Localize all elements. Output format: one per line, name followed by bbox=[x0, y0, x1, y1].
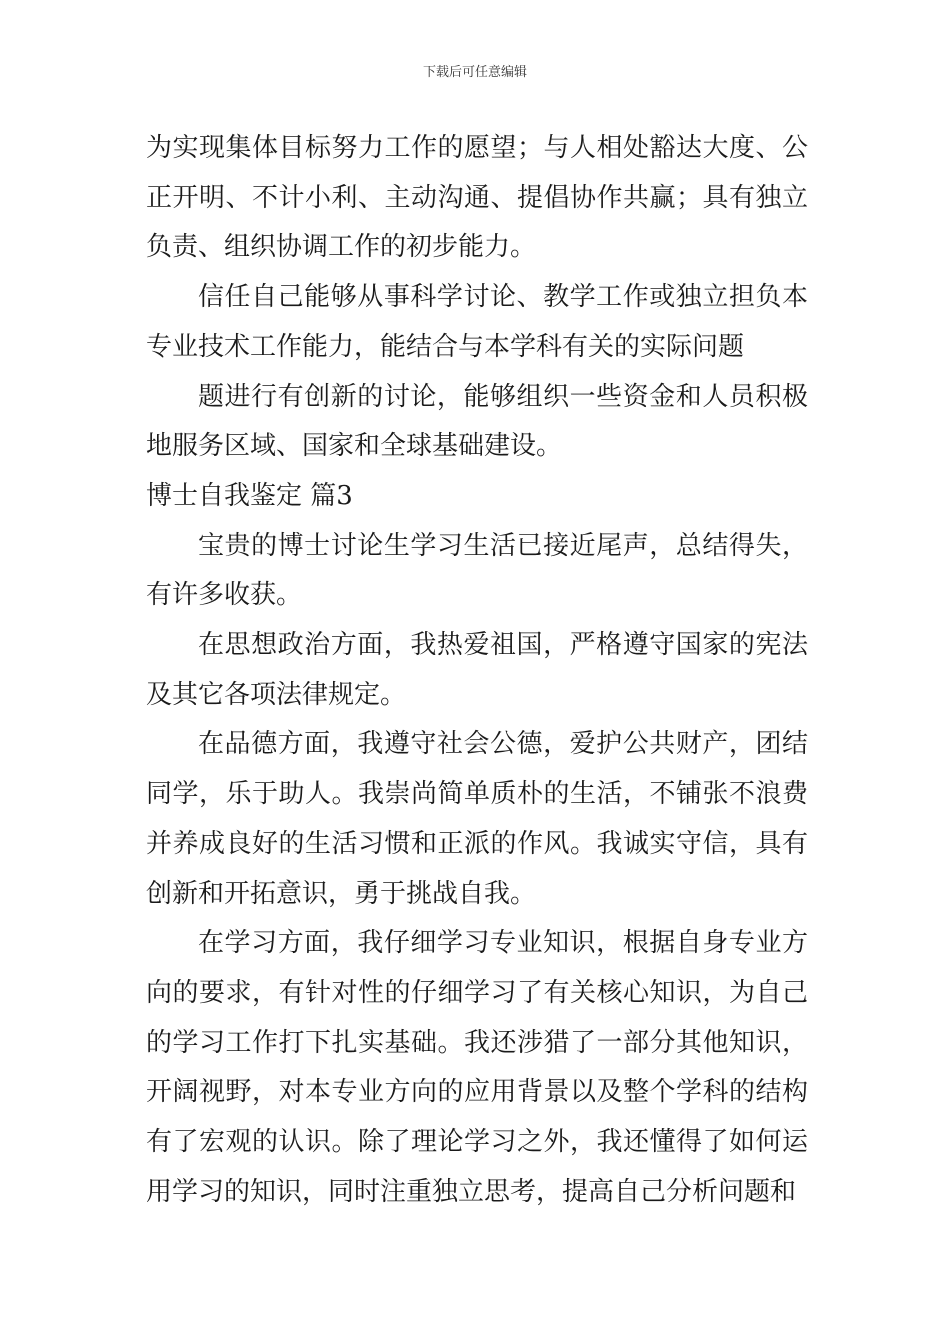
paragraph: 题进行有创新的讨论，能够组织一些资金和人员积极地服务区域、国家和全球基础建设。 bbox=[146, 381, 808, 462]
document-body bbox=[146, 124, 808, 1217]
paragraph: 在思想政治方面，我热爱祖国，严格遵守国家的宪法及其它各项法律规定。 bbox=[146, 630, 808, 710]
page-header: 下载后可任意编辑 bbox=[422, 65, 527, 80]
paragraph: 在学习方面，我仔细学习专业知识，根据自身专业方向的要求，有针对性的仔细学习了有关核心知识，为自己的学习工作打下扎实基础。我还涉猎了一部分其他知识，开阔视野，对本专业方向的应用背景以及整个学科的结构有了宏观的认识。除了理论学习之外，我还懂得了如何运用学习的知识，同时注重独立思考，提高自己分析问题和 bbox=[146, 928, 808, 1207]
paragraph: 信任自己能够从事科学讨论、教学工作或独立担负本专业技术工作能力，能结合与本学科有关的实际问题 bbox=[146, 282, 808, 362]
section-heading: 博士自我鉴定 篇3 bbox=[146, 480, 353, 511]
paragraph: 宝贵的博士讨论生学习生活已接近尾声，总结得失，有许多收获。 bbox=[146, 530, 808, 611]
paragraph-continuation: 为实现集体目标努力工作的愿望；与人相处豁达大度、公正开明、不计小利、主动沟通、提倡协作共赢；具有独立负责、组织协调工作的初步能力。 bbox=[146, 133, 808, 263]
paragraph: 在品德方面，我遵守社会公德，爱护公共财产，团结同学，乐于助人。我崇尚简单质朴的生活，不铺张不浪费并养成良好的生活习惯和正派的作风。我诚实守信，具有创新和开拓意识，勇于挑战自我。 bbox=[146, 729, 808, 909]
